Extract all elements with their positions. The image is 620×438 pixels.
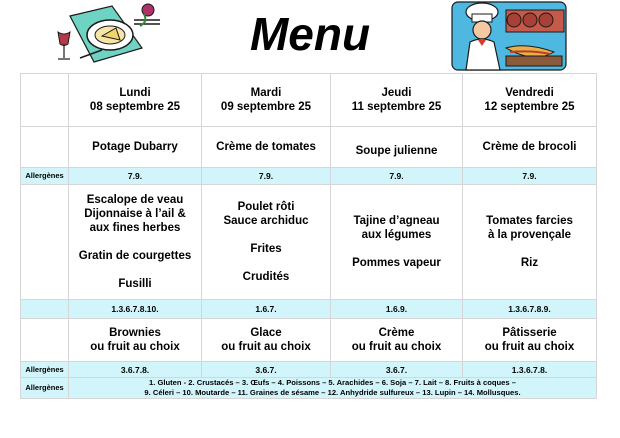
day-header <box>69 74 202 127</box>
main-dish-line: aux légumes <box>361 229 432 241</box>
dessert <box>202 319 331 362</box>
dessert-line: Crème <box>378 327 415 339</box>
row-label-empty <box>21 319 69 362</box>
dessert-line: ou fruit au choix <box>351 341 442 353</box>
day-date: 09 septembre 25 <box>220 101 312 113</box>
allergen-label: Allergènes <box>21 362 69 378</box>
allergen-codes: 1.3.6.7.8.10. <box>69 300 202 319</box>
day-name: Jeudi <box>381 87 412 99</box>
allergen-codes: 1.3.6.7.8. <box>463 362 597 378</box>
allergen-codes: 3.6.7.8. <box>69 362 202 378</box>
row-label-empty <box>21 127 69 168</box>
side-dish: Crudités <box>242 271 290 283</box>
dessert-line: Brownies <box>109 327 161 339</box>
main-course <box>69 185 202 300</box>
allergen-codes: 3.6.7. <box>331 362 463 378</box>
main-allergen-row <box>21 300 597 319</box>
side-dish: Riz <box>520 257 539 269</box>
dessert-line: Glace <box>250 327 282 339</box>
legend-line: 1. Gluten - 2. Crustacés – 3. Œufs – 4. Poissons – 5. Arachides – 6. Soja – 7. Lait – 8. Fruits à coques – <box>149 378 516 387</box>
starter-dish: Crème de brocoli <box>463 127 597 168</box>
starter-dish: Soupe julienne <box>331 127 463 168</box>
day-name: Mardi <box>250 87 282 99</box>
allergen-codes: 3.6.7. <box>202 362 331 378</box>
main-course <box>331 185 463 300</box>
main-dish-line: Poulet rôti <box>237 201 295 213</box>
main-dish-line: Dijonnaise à l’ail & <box>84 208 186 220</box>
day-header <box>331 74 463 127</box>
starter-allergen-row <box>21 168 597 185</box>
allergen-legend-row <box>21 378 597 399</box>
main-course <box>202 185 331 300</box>
allergen-codes: 7.9. <box>463 168 597 185</box>
dessert-line: ou fruit au choix <box>221 341 311 353</box>
side-dish: Gratin de courgettes <box>78 250 192 262</box>
starter-dish: Potage Dubarry <box>69 127 202 168</box>
side-dish: Frites <box>250 243 282 255</box>
dessert-line: ou fruit au choix <box>90 341 180 353</box>
dessert-allergen-row <box>21 362 597 378</box>
main-course-row <box>21 185 597 300</box>
main-dish-line: Tajine d’agneau <box>353 215 440 227</box>
allergen-codes: 7.9. <box>69 168 202 185</box>
main-dish-line: Tomates farcies <box>486 215 573 227</box>
day-header <box>202 74 331 127</box>
main-dish-line: Escalope de veau <box>86 194 184 206</box>
dessert <box>331 319 463 362</box>
dessert <box>463 319 597 362</box>
page-title: Menu <box>249 8 371 60</box>
weekly-menu-table <box>20 73 597 399</box>
dessert <box>69 319 202 362</box>
allergen-codes: 1.6.7. <box>202 300 331 319</box>
day-name: Vendredi <box>505 87 554 99</box>
legend-line: 9. Céleri – 10. Moutarde – 11. Graines de sésame – 12. Anhydride sulfureux – 13. Lupin – 14. Mollusques. <box>144 388 521 397</box>
main-dish-line: Sauce archiduc <box>223 215 309 227</box>
row-label-empty <box>21 185 69 300</box>
day-name: Lundi <box>119 87 151 99</box>
starter-row <box>21 127 597 168</box>
main-dish-line: aux fines herbes <box>89 222 181 234</box>
side-dish: Fusilli <box>118 278 152 290</box>
main-dish-line: à la provençale <box>487 229 572 241</box>
main-course <box>463 185 597 300</box>
allergen-legend <box>69 378 597 399</box>
day-date: 12 septembre 25 <box>484 101 575 113</box>
dessert-line: ou fruit au choix <box>484 341 575 353</box>
dessert-line: Pâtisserie <box>502 327 557 339</box>
allergen-label: Allergènes <box>21 378 69 399</box>
day-date: 11 septembre 25 <box>351 101 442 113</box>
day-header-row <box>21 74 597 127</box>
side-dish: Pommes vapeur <box>352 257 441 269</box>
allergen-codes: 1.6.9. <box>331 300 463 319</box>
allergen-label: Allergènes <box>21 168 69 185</box>
dessert-row <box>21 319 597 362</box>
allergen-codes: 7.9. <box>331 168 463 185</box>
allergen-codes: 1.3.6.7.8.9. <box>463 300 597 319</box>
day-header <box>463 74 597 127</box>
chef-cooking-clipart <box>450 0 568 72</box>
corner-cell <box>21 74 69 127</box>
starter-dish: Crème de tomates <box>202 127 331 168</box>
row-label-empty <box>21 300 69 319</box>
day-date: 08 septembre 25 <box>89 101 181 113</box>
allergen-codes: 7.9. <box>202 168 331 185</box>
